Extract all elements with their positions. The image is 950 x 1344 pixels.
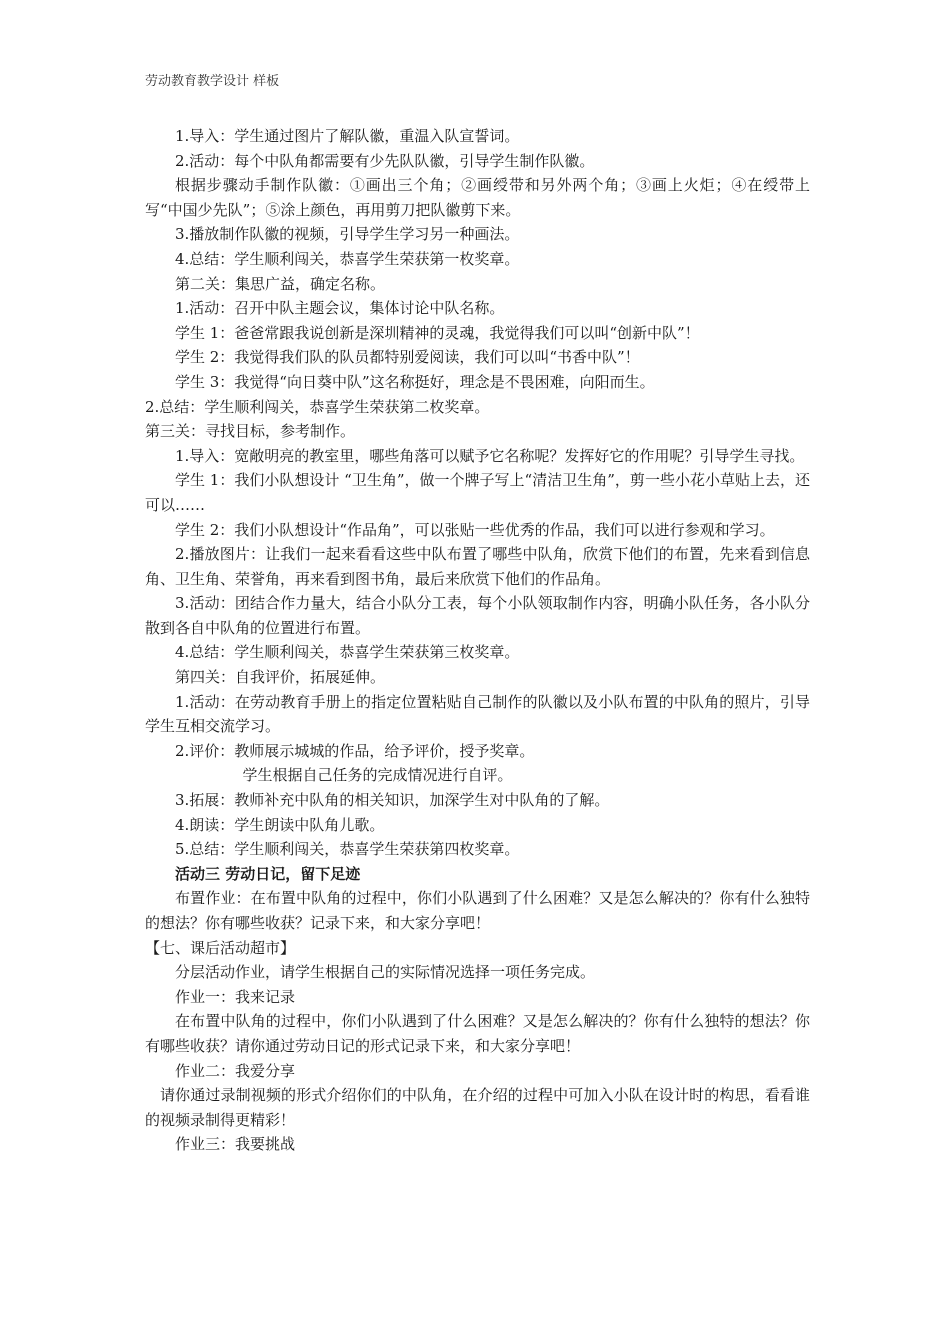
paragraph: 作业一：我来记录: [175, 987, 296, 1006]
paragraph: 4.总结：学生顺利闯关，恭喜学生荣获第三枚奖章。: [175, 643, 520, 662]
paragraph: 活动三 劳动日记，留下足迹: [175, 864, 361, 883]
paragraph: 2.总结：学生顺利闯关，恭喜学生荣获第二枚奖章。: [145, 397, 490, 416]
paragraph: 布置作业：在布置中队角的过程中，你们小队遇到了什么困难？又是怎么解决的？你有什么独特的想法？你有哪些收获？记录下来，和大家分享吧！: [145, 889, 810, 932]
paragraph: 第四关：自我评价，拓展延伸。: [175, 668, 386, 687]
paragraph: 3.活动：团结合作力量大，结合小队分工表，每个小队领取制作内容，明确小队任务，各小队分散到各自中队角的位置进行布置。: [145, 594, 810, 637]
paragraph: 学生 1：我们小队想设计 “卫生角”，做一个牌子写上“清洁卫生角”，剪一些小花小草贴上去，还可以……: [145, 471, 810, 514]
paragraph: 第二关：集思广益，确定名称。: [175, 274, 386, 293]
paragraph: 学生 3：我觉得“向日葵中队”这名称挺好，理念是不畏困难，向阳而生。: [175, 372, 655, 391]
paragraph: 请你通过录制视频的形式介绍你们的中队角，在介绍的过程中可加入小队在设计时的构思，看看谁的视频录制得更精彩！: [145, 1086, 810, 1129]
paragraph: 2.播放图片：让我们一起来看看这些中队布置了哪些中队角，欣赏下他们的布置，先来看到信息角、卫生角、荣誉角，再来看到图书角，最后来欣赏下他们的作品角。: [145, 545, 810, 588]
page-header: 劳动教育教学设计 样板: [145, 74, 280, 89]
paragraph: 根据步骤动手制作队徽：①画出三个角；②画绶带和另外两个角；③画上火炬；④在绶带上写“中国少先队”；⑤涂上颜色，再用剪刀把队徽剪下来。: [145, 176, 810, 219]
paragraph: 1.导入：学生通过图片了解队徽，重温入队宣誓词。: [175, 127, 520, 145]
paragraph: 3.拓展：教师补充中队角的相关知识，加深学生对中队角的了解。: [175, 791, 610, 810]
paragraph: 学生 2：我们小队想设计“作品角”，可以张贴一些优秀的作品，我们可以进行参观和学习。: [175, 520, 775, 539]
paragraph: 【七、课后活动超市】: [145, 938, 296, 957]
paragraph: 1.导入：宽敞明亮的教室里，哪些角落可以赋予它名称呢？发挥好它的作用呢？引导学生寻找。: [175, 446, 805, 465]
paragraph: 4.总结：学生顺利闯关，恭喜学生荣获第一枚奖章。: [175, 249, 520, 268]
paragraph: 2.评价：教师展示城城的作品，给予评价，授予奖章。: [175, 741, 535, 760]
paragraph: 3.播放制作队徽的视频，引导学生学习另一种画法。: [175, 225, 520, 244]
paragraph: 作业三：我要挑战: [175, 1135, 296, 1154]
paragraph: 学生根据自己任务的完成情况进行自评。: [242, 766, 513, 785]
paragraph: 在布置中队角的过程中，你们小队遇到了什么困难？又是怎么解决的？你有什么独特的想法？你有哪些收获？请你通过劳动日记的形式记录下来，和大家分享吧！: [145, 1012, 810, 1055]
paragraph: 1.活动：在劳动教育手册上的指定位置粘贴自己制作的队徽以及小队布置的中队角的照片，引导学生互相交流学习。: [145, 692, 810, 736]
paragraph: 学生 2：我觉得我们队的队员都特别爱阅读，我们可以叫“书香中队”！: [175, 348, 640, 367]
paragraph: 第三关：寻找目标，参考制作。: [145, 422, 356, 441]
paragraph: 4.朗读：学生朗读中队角儿歌。: [175, 815, 385, 834]
paragraph: 分层活动作业，请学生根据自己的实际情况选择一项任务完成。: [175, 963, 596, 982]
document-body: [145, 124, 810, 1157]
paragraph: 学生 1：爸爸常跟我说创新是深圳精神的灵魂，我觉得我们可以叫“创新中队”！: [175, 323, 700, 342]
paragraph: 1.活动：召开中队主题会议，集体讨论中队名称。: [175, 299, 505, 318]
paragraph: 2.活动：每个中队角都需要有少先队队徽，引导学生制作队徽。: [175, 151, 595, 170]
paragraph: 5.总结：学生顺利闯关，恭喜学生荣获第四枚奖章。: [175, 840, 520, 859]
paragraph: 作业二：我爱分享: [175, 1061, 296, 1080]
